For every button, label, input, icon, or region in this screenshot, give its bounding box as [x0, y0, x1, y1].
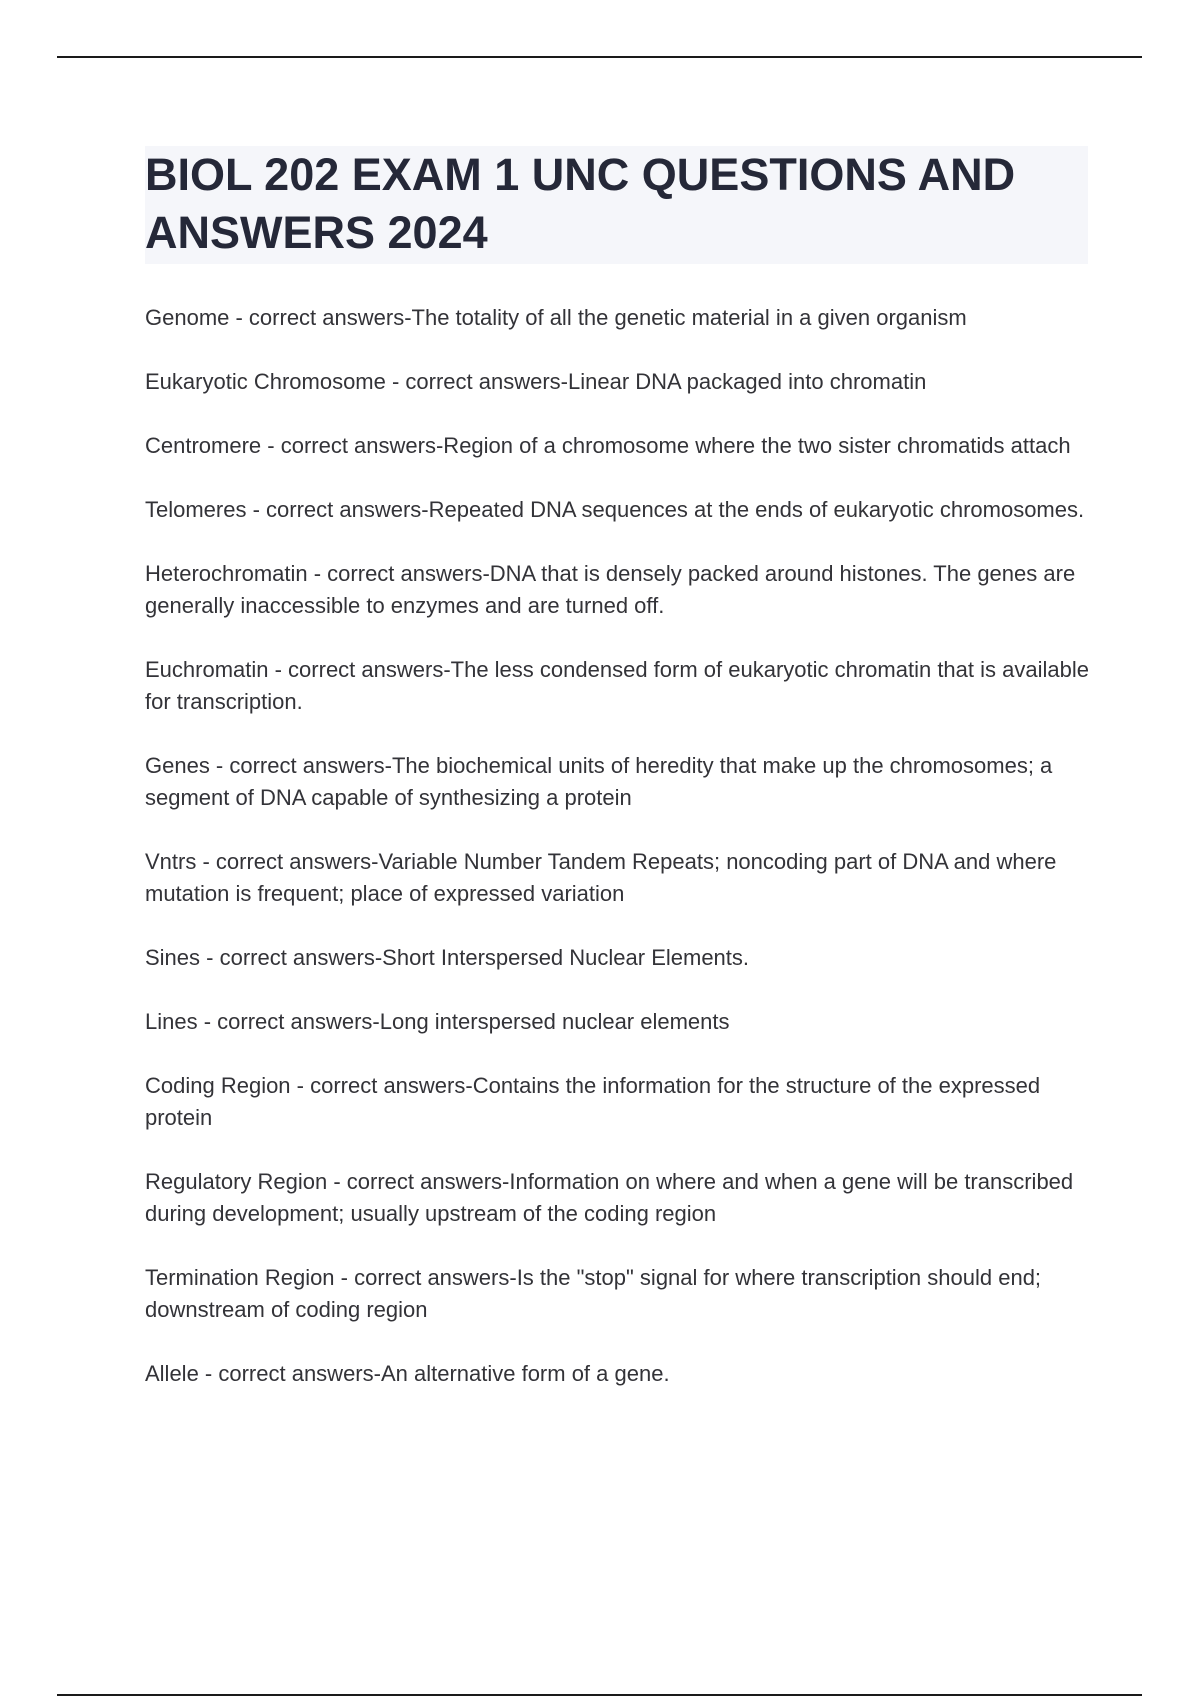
bottom-rule [57, 1694, 1142, 1696]
qa-item-eukaryotic-chromosome: Eukaryotic Chromosome - correct answers-Linear DNA packaged into chromatin [145, 369, 927, 394]
qa-item-coding-region: Coding Region - correct answers-Contains the information for the structure of the expressed protein [145, 1073, 1041, 1130]
qa-item-sines: Sines - correct answers-Short Interspersed Nuclear Elements. [145, 945, 750, 970]
qa-item-telomeres: Telomeres - correct answers-Repeated DNA sequences at the ends of eukaryotic chromosomes. [145, 497, 1085, 522]
qa-item-euchromatin: Euchromatin - correct answers-The less condensed form of eukaryotic chromatin that is available for transcription. [145, 657, 1089, 714]
qa-list [145, 302, 1090, 1422]
qa-item-termination-region: Termination Region - correct answers-Is the "stop" signal for where transcription should end; downstream of coding region [145, 1265, 1042, 1322]
top-rule [57, 56, 1142, 58]
qa-item-heterochromatin: Heterochromatin - correct answers-DNA that is densely packed around histones. The genes are generally inaccessible to enzymes and are turned off. [145, 561, 1076, 618]
qa-item-lines: Lines - correct answers-Long interspersed nuclear elements [145, 1009, 730, 1034]
qa-item-vntrs: Vntrs - correct answers-Variable Number Tandem Repeats; noncoding part of DNA and where mutation is frequent; place of expressed variation [145, 849, 1057, 906]
qa-item-allele: Allele - correct answers-An alternative form of a gene. [145, 1361, 670, 1386]
qa-item-centromere: Centromere - correct answers-Region of a chromosome where the two sister chromatids attach [145, 433, 1071, 458]
title-block [145, 146, 1088, 264]
qa-item-genes: Genes - correct answers-The biochemical units of heredity that make up the chromosomes; a segment of DNA capable of synthesizing a protein [145, 753, 1053, 810]
qa-item-genome: Genome - correct answers-The totality of all the genetic material in a given organism [145, 305, 967, 330]
qa-item-regulatory-region: Regulatory Region - correct answers-Information on where and when a gene will be transcribed during development; usually upstream of the coding region [145, 1169, 1074, 1226]
page-title: BIOL 202 EXAM 1 UNC QUESTIONS AND ANSWERS 2024 [145, 149, 1016, 258]
